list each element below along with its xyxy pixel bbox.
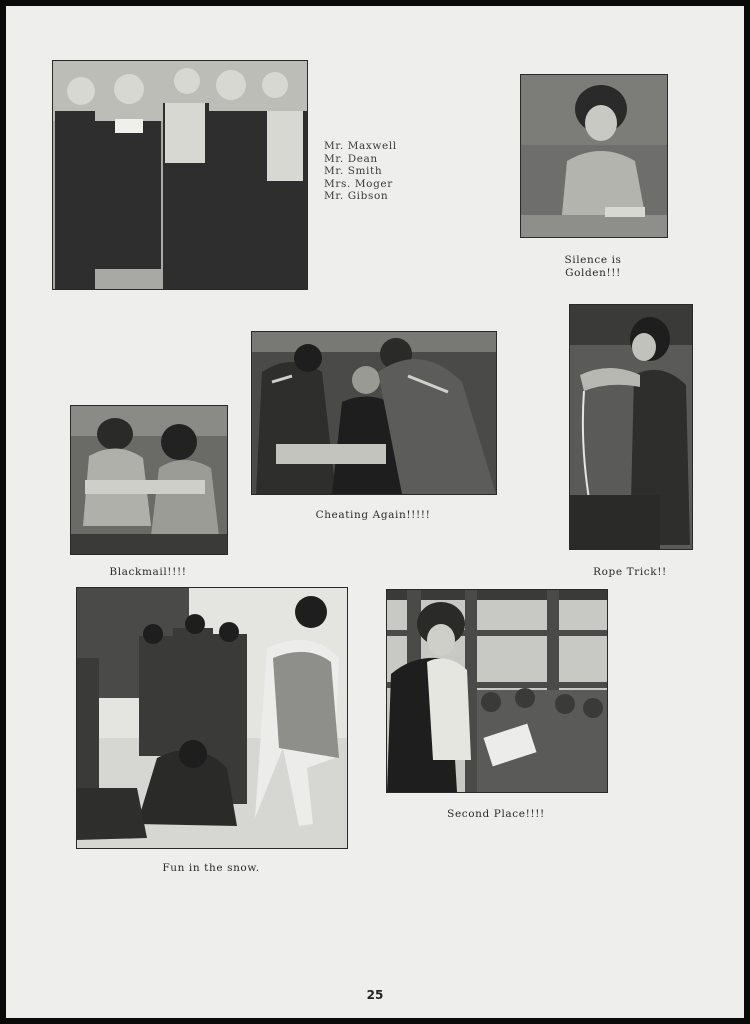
staff-name: Mr. Maxwell <box>324 140 397 152</box>
rope-trick-caption: Rope Trick!! <box>593 566 667 578</box>
snow-caption: Fun in the snow. <box>162 862 260 874</box>
cheating-photo <box>251 331 497 495</box>
staff-name: Mrs. Moger <box>324 177 393 190</box>
rope-trick-photo <box>569 304 693 550</box>
silence-caption <box>520 254 666 280</box>
caption-line: Silence is <box>564 254 622 266</box>
staff-names-list <box>324 140 397 203</box>
blackmail-photo <box>70 405 228 555</box>
cheating-caption: Cheating Again!!!!! <box>315 509 431 521</box>
staff-name: Mr. Gibson <box>324 190 389 203</box>
blackmail-caption: Blackmail!!!! <box>109 566 187 578</box>
caption-line: Golden!!! <box>565 267 621 279</box>
yearbook-page <box>6 6 744 1018</box>
silence-photo <box>520 74 668 238</box>
page-number: 25 <box>366 988 384 1002</box>
second-place-caption: Second Place!!!! <box>447 808 545 820</box>
snow-photo <box>76 587 348 849</box>
staff-group-photo <box>52 60 308 290</box>
staff-name: Mr. Smith <box>324 165 383 178</box>
staff-name: Mr. Dean <box>324 152 378 165</box>
second-place-photo <box>386 589 608 793</box>
